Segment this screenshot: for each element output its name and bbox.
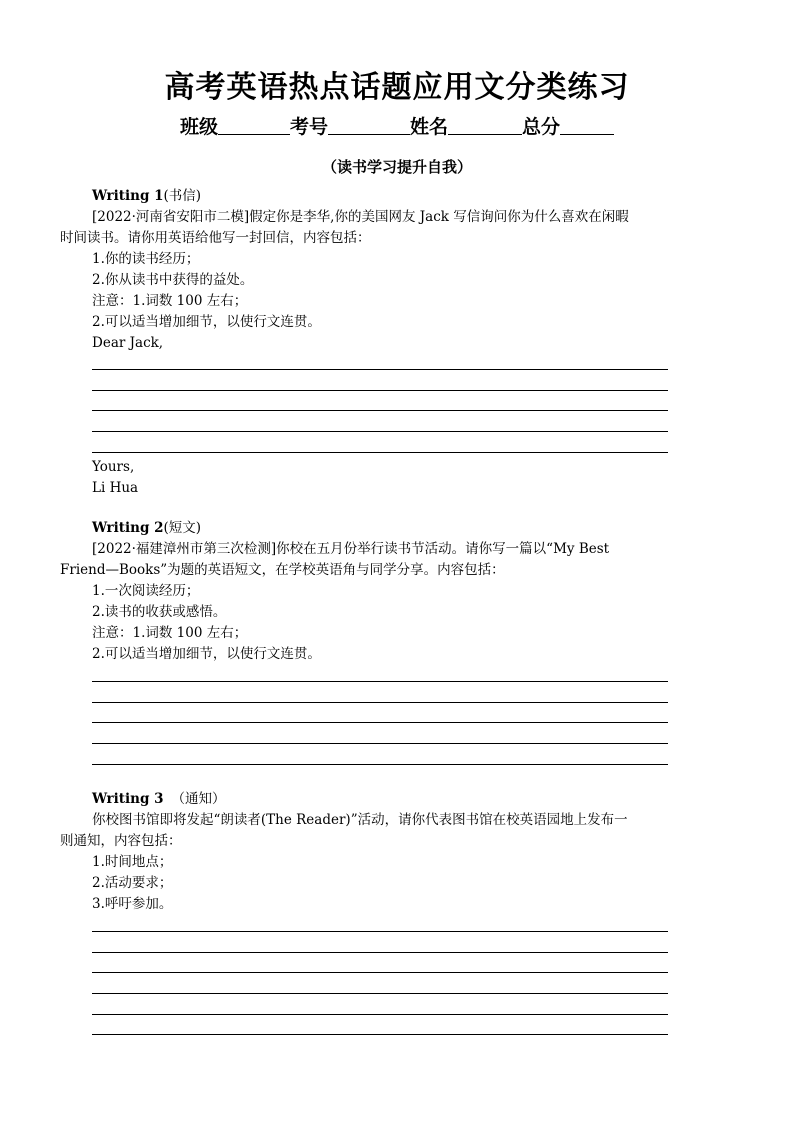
writing1-prompt-line1: [2022·河南省安阳市二模]假定你是李华,你的美国网友 Jack 写信询问你为什么喜欢在闲暇 [92, 209, 629, 225]
writing3-point-2: 2.活动要求； [92, 875, 173, 891]
writing2-answer-line[interactable] [92, 743, 668, 744]
writing2-answer-line[interactable] [92, 764, 668, 765]
writing1-answer-line[interactable] [92, 410, 668, 411]
writing3-point-1: 1.时间地点； [92, 854, 173, 870]
writing2-prompt-line2: Friend—Books”为题的英语短文，在学校英语角与同学分享。内容包括： [60, 562, 505, 578]
writing1-point-2: 2.你从读书中获得的益处。 [92, 272, 254, 288]
writing3-prompt-line1: 你校图书馆即将发起“朗读者(The Reader)”活动，请你代表图书馆在校英语园地上发布一 [92, 812, 628, 828]
writing2-type: (短文) [163, 520, 202, 536]
writing1-closing: Yours, [92, 459, 135, 475]
writing3-answer-line[interactable] [92, 1014, 668, 1015]
writing1-prompt-line2: 时间读书。请你用英语给他写一封回信，内容包括： [60, 230, 371, 246]
writing2-point-1: 1.一次阅读经历； [92, 583, 200, 599]
writing1-heading-text: Writing 1 [92, 188, 164, 204]
writing3-answer-line[interactable] [92, 931, 668, 932]
writing1-answer-line[interactable] [92, 369, 668, 370]
writing3-prompt-line2: 则通知，内容包括： [60, 833, 182, 849]
writing3-answer-line[interactable] [92, 972, 668, 973]
writing1-answer-line[interactable] [92, 431, 668, 432]
writing2-answer-line[interactable] [92, 702, 668, 703]
writing1-salutation: Dear Jack, [92, 335, 164, 351]
writing1-type: (书信) [163, 188, 202, 204]
page-subtitle: （读书学习提升自我） [321, 158, 472, 176]
writing1-note-2: 2.可以适当增加细节，以使行文连贯。 [92, 314, 321, 330]
writing3-point-3: 3.呼吁参加。 [92, 896, 173, 912]
writing3-heading-text: Writing 3 [92, 791, 164, 807]
score-blank[interactable] [560, 116, 614, 135]
writing2-prompt-line1: [2022·福建漳州市第三次检测]你校在五月份举行读书节活动。请你写一篇以“My Best [92, 541, 610, 557]
writing3-heading [92, 789, 226, 810]
student-info-row [0, 112, 794, 139]
writing3-answer-line[interactable] [92, 1034, 668, 1035]
writing2-note-2: 2.可以适当增加细节，以使行文连贯。 [92, 646, 321, 662]
writing1-answer-line[interactable] [92, 390, 668, 391]
exam-no-label: 考号 [289, 116, 328, 138]
writing2-heading [92, 518, 201, 539]
writing1-heading [92, 186, 201, 207]
name-label: 姓名 [410, 116, 449, 138]
writing2-answer-line[interactable] [92, 722, 668, 723]
exam-no-blank[interactable] [328, 116, 410, 135]
writing2-heading-text: Writing 2 [92, 520, 164, 536]
writing1-answer-line[interactable] [92, 452, 668, 453]
class-label: 班级 [179, 116, 218, 138]
writing2-note-1: 注意：1.词数 100 左右； [92, 625, 248, 641]
name-blank[interactable] [448, 116, 522, 135]
class-blank[interactable] [218, 116, 290, 135]
writing1-signature: Li Hua [92, 480, 139, 496]
writing3-type: （通知） [171, 791, 226, 807]
writing2-answer-line[interactable] [92, 681, 668, 682]
writing3-answer-line[interactable] [92, 952, 668, 953]
score-label: 总分 [522, 116, 561, 138]
writing2-point-2: 2.读书的收获或感悟。 [92, 604, 227, 620]
writing1-point-1: 1.你的读书经历； [92, 251, 200, 267]
writing1-note-1: 注意：1.词数 100 左右； [92, 293, 248, 309]
writing3-answer-line[interactable] [92, 993, 668, 994]
page-title: 高考英语热点话题应用文分类练习 [164, 70, 630, 105]
